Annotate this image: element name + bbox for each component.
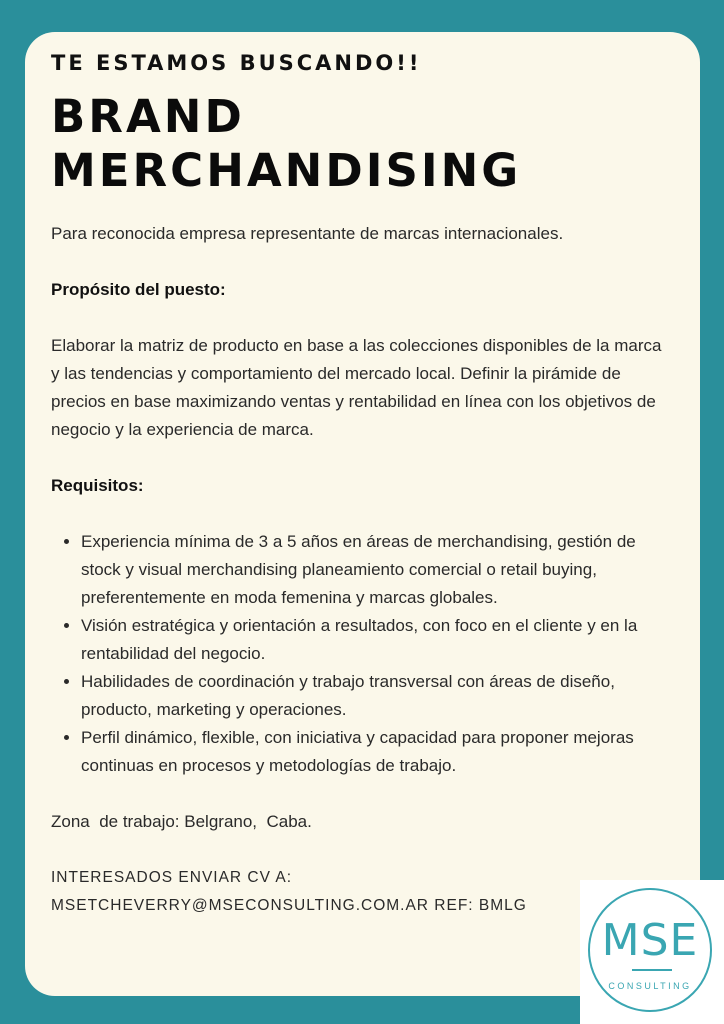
requirement-item: • Visión estratégica y orientación a resultados, con foco en el cliente y en la rentabilidad del negocio. (81, 612, 674, 668)
logo-sub-text: CONSULTING (608, 981, 692, 991)
job-title-line-1: BRAND (51, 90, 245, 143)
purpose-heading: Propósito del puesto: (51, 280, 226, 299)
logo-ring-icon (588, 888, 712, 1012)
intro-text: Para reconocida empresa representante de marcas internacionales. (51, 224, 564, 243)
work-zone: Zona de trabajo: Belgrano, Caba. (51, 812, 312, 831)
requirement-item: • Perfil dinámico, flexible, con iniciativa y capacidad para proponer mejoras continuas en procesos y metodologías de trabajo. (81, 724, 674, 780)
requirement-item: • Habilidades de coordinación y trabajo transversal con áreas de diseño, producto, marketing y operaciones. (81, 668, 674, 724)
requirement-item: • Experiencia mínima de 3 a 5 años en áreas de merchandising, gestión de stock y visual merchandising planeamiento comercial o retail buying, preferentemente en moda femenina y marcas globales. (81, 528, 674, 612)
logo-divider (632, 969, 672, 971)
contact-line-1: INTERESADOS ENVIAR CV A: (51, 869, 293, 886)
mse-consulting-logo (580, 880, 724, 1024)
kicker-heading: TE ESTAMOS BUSCANDO!! (51, 51, 422, 75)
requirements-list (51, 528, 674, 780)
requirements-heading: Requisitos: (51, 476, 144, 495)
job-posting-card (25, 32, 700, 996)
contact-email-line: MSETCHEVERRY@MSECONSULTING.COM.AR REF: BMLG (51, 897, 527, 914)
logo-main-text: MSE (601, 915, 699, 966)
job-title-line-2: MERCHANDISING (51, 144, 522, 197)
purpose-text: Elaborar la matriz de producto en base a las colecciones disponibles de la marca y las tendencias y comportamiento del mercado local. Definir la pirámide de precios en base maximizando ventas y rentabilidad en línea con los objetivos de negocio y la experiencia de marca. (51, 336, 662, 439)
job-title (51, 90, 674, 198)
